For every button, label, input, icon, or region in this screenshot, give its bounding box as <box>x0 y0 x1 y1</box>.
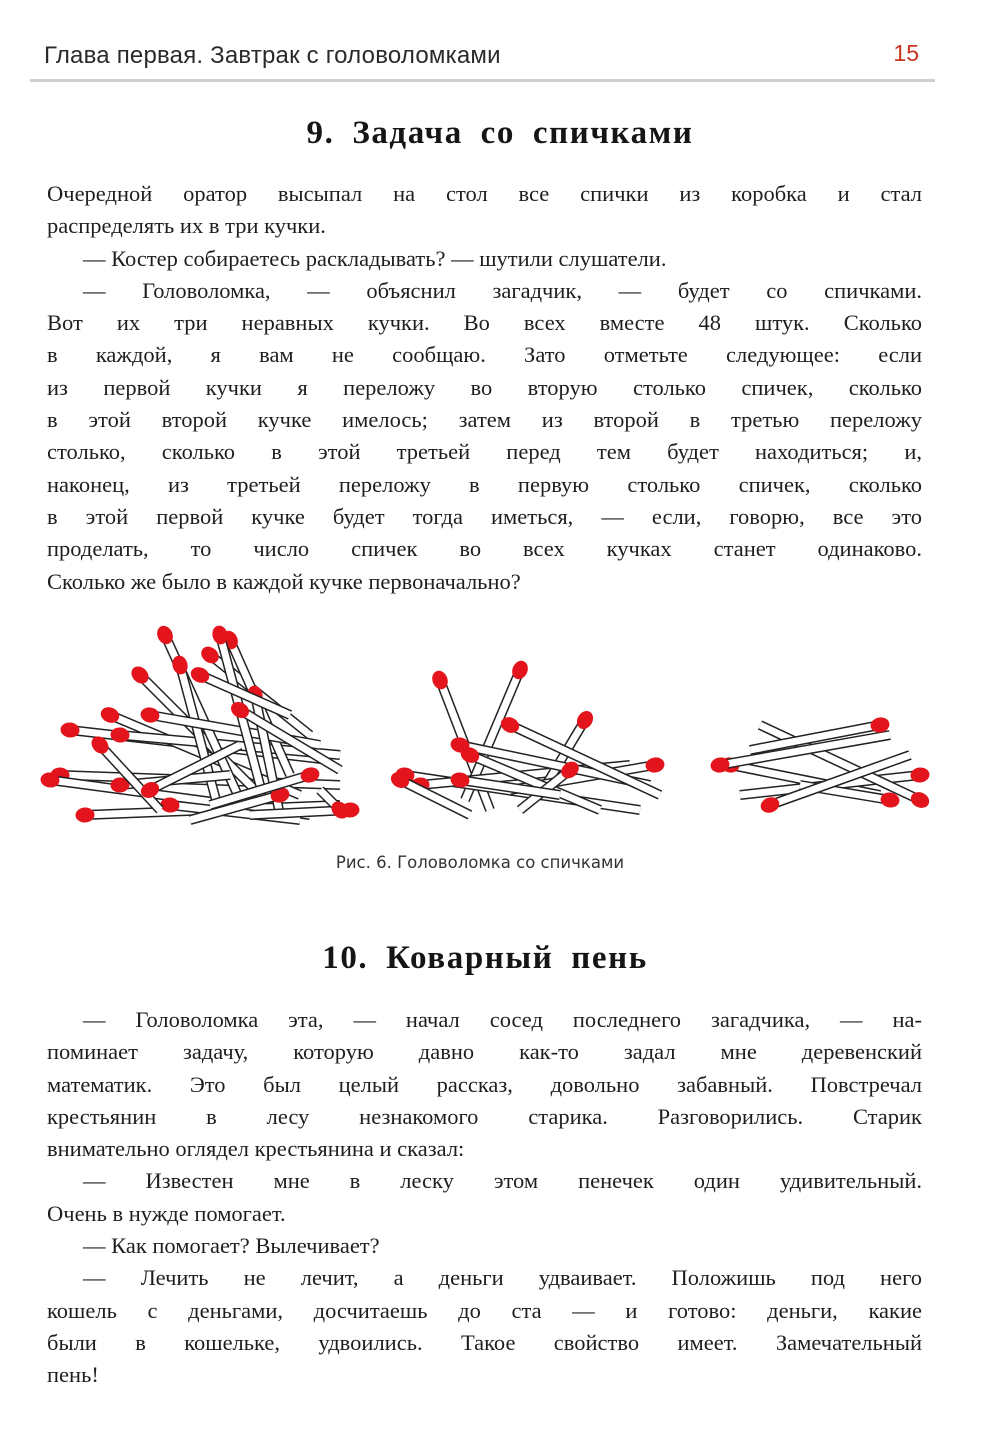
text-line: Очередной оратор высыпал на стол все спички из коробка и стал <box>47 181 922 206</box>
text-line: — Костер собираетесь раскладывать? — шутили слушатели. <box>83 245 667 271</box>
section-9-title: 9. Задача со спичками <box>306 115 694 151</box>
section-10-title: 10. Коварный пень <box>322 940 648 976</box>
section-10-body <box>47 1004 922 1392</box>
text-line: — Головоломка, — объяснил загадчик, — будет со спичками. <box>83 277 922 303</box>
header-divider <box>30 79 935 82</box>
section-9-body <box>47 178 922 598</box>
text-line: в этой второй кучке имелось; затем из второй в третью переложу <box>47 407 922 433</box>
text-line: наконец, из третьей переложу в первую столько спичек, сколько <box>47 471 922 497</box>
match-head <box>910 766 931 783</box>
text-line: в каждой, я вам не сообщаю. Зато отметьте следующее: если <box>47 342 922 368</box>
match-pile-2 <box>388 658 665 815</box>
text-line: столько, сколько в этой третьей перед тем будет находиться; и, <box>47 439 922 465</box>
text-line: — Известен мне в леску этом пенечек один удивительный. <box>83 1168 922 1194</box>
text-line: Вот их три неравных кучки. Во всех вместе 48 штук. Сколько <box>47 310 922 336</box>
matches-illustration <box>40 615 940 845</box>
text-line: поминает задачу, которую давно как-то задал мне деревенский <box>47 1039 922 1065</box>
match-pile-1 <box>40 623 360 823</box>
text-line: — Лечить не лечит, а деньги удваивает. Положишь под него <box>83 1265 922 1291</box>
text-line: были в кошельке, удвоились. Такое свойство имеет. Замечательный <box>47 1329 922 1355</box>
text-line: внимательно оглядел крестьянина и сказал: <box>47 1136 465 1162</box>
text-line: — Как помогает? Вылечивает? <box>83 1233 380 1259</box>
text-line: в этой первой кучке будет тогда иметься, — если, говорю, все это <box>47 503 922 529</box>
text-line: Очень в нужде помогает. <box>47 1200 286 1226</box>
text-line: распределять их в три кучки. <box>47 213 326 239</box>
text-line: пень! <box>47 1362 99 1388</box>
text-line: Сколько же было в каждой кучке первоначально? <box>47 568 521 594</box>
text-line: кошель с деньгами, досчитаешь до ста — и готово: деньги, какие <box>47 1297 922 1323</box>
text-line: крестьянин в лесу незнакомого старика. Разговорились. Старик <box>47 1103 922 1129</box>
text-line: из первой кучки я переложу во вторую столько спичек, сколько <box>47 374 922 400</box>
page-number: 15 <box>893 40 919 66</box>
text-line: — Головоломка эта, — начал сосед последнего загадчика, — на- <box>83 1007 922 1032</box>
match-head <box>60 721 81 738</box>
figure-caption: Рис. 6. Головоломка со спичками <box>335 853 625 872</box>
match-pile-3 <box>709 716 931 815</box>
text-line: проделать, то число спичек во всех кучках станет одинаково. <box>47 536 922 562</box>
text-line: математик. Это был целый рассказ, довольно забавный. Повстречал <box>47 1071 922 1097</box>
running-header <box>30 30 935 76</box>
match-head <box>75 807 95 823</box>
chapter-title: Глава первая. Завтрак с головоломками <box>44 42 501 69</box>
